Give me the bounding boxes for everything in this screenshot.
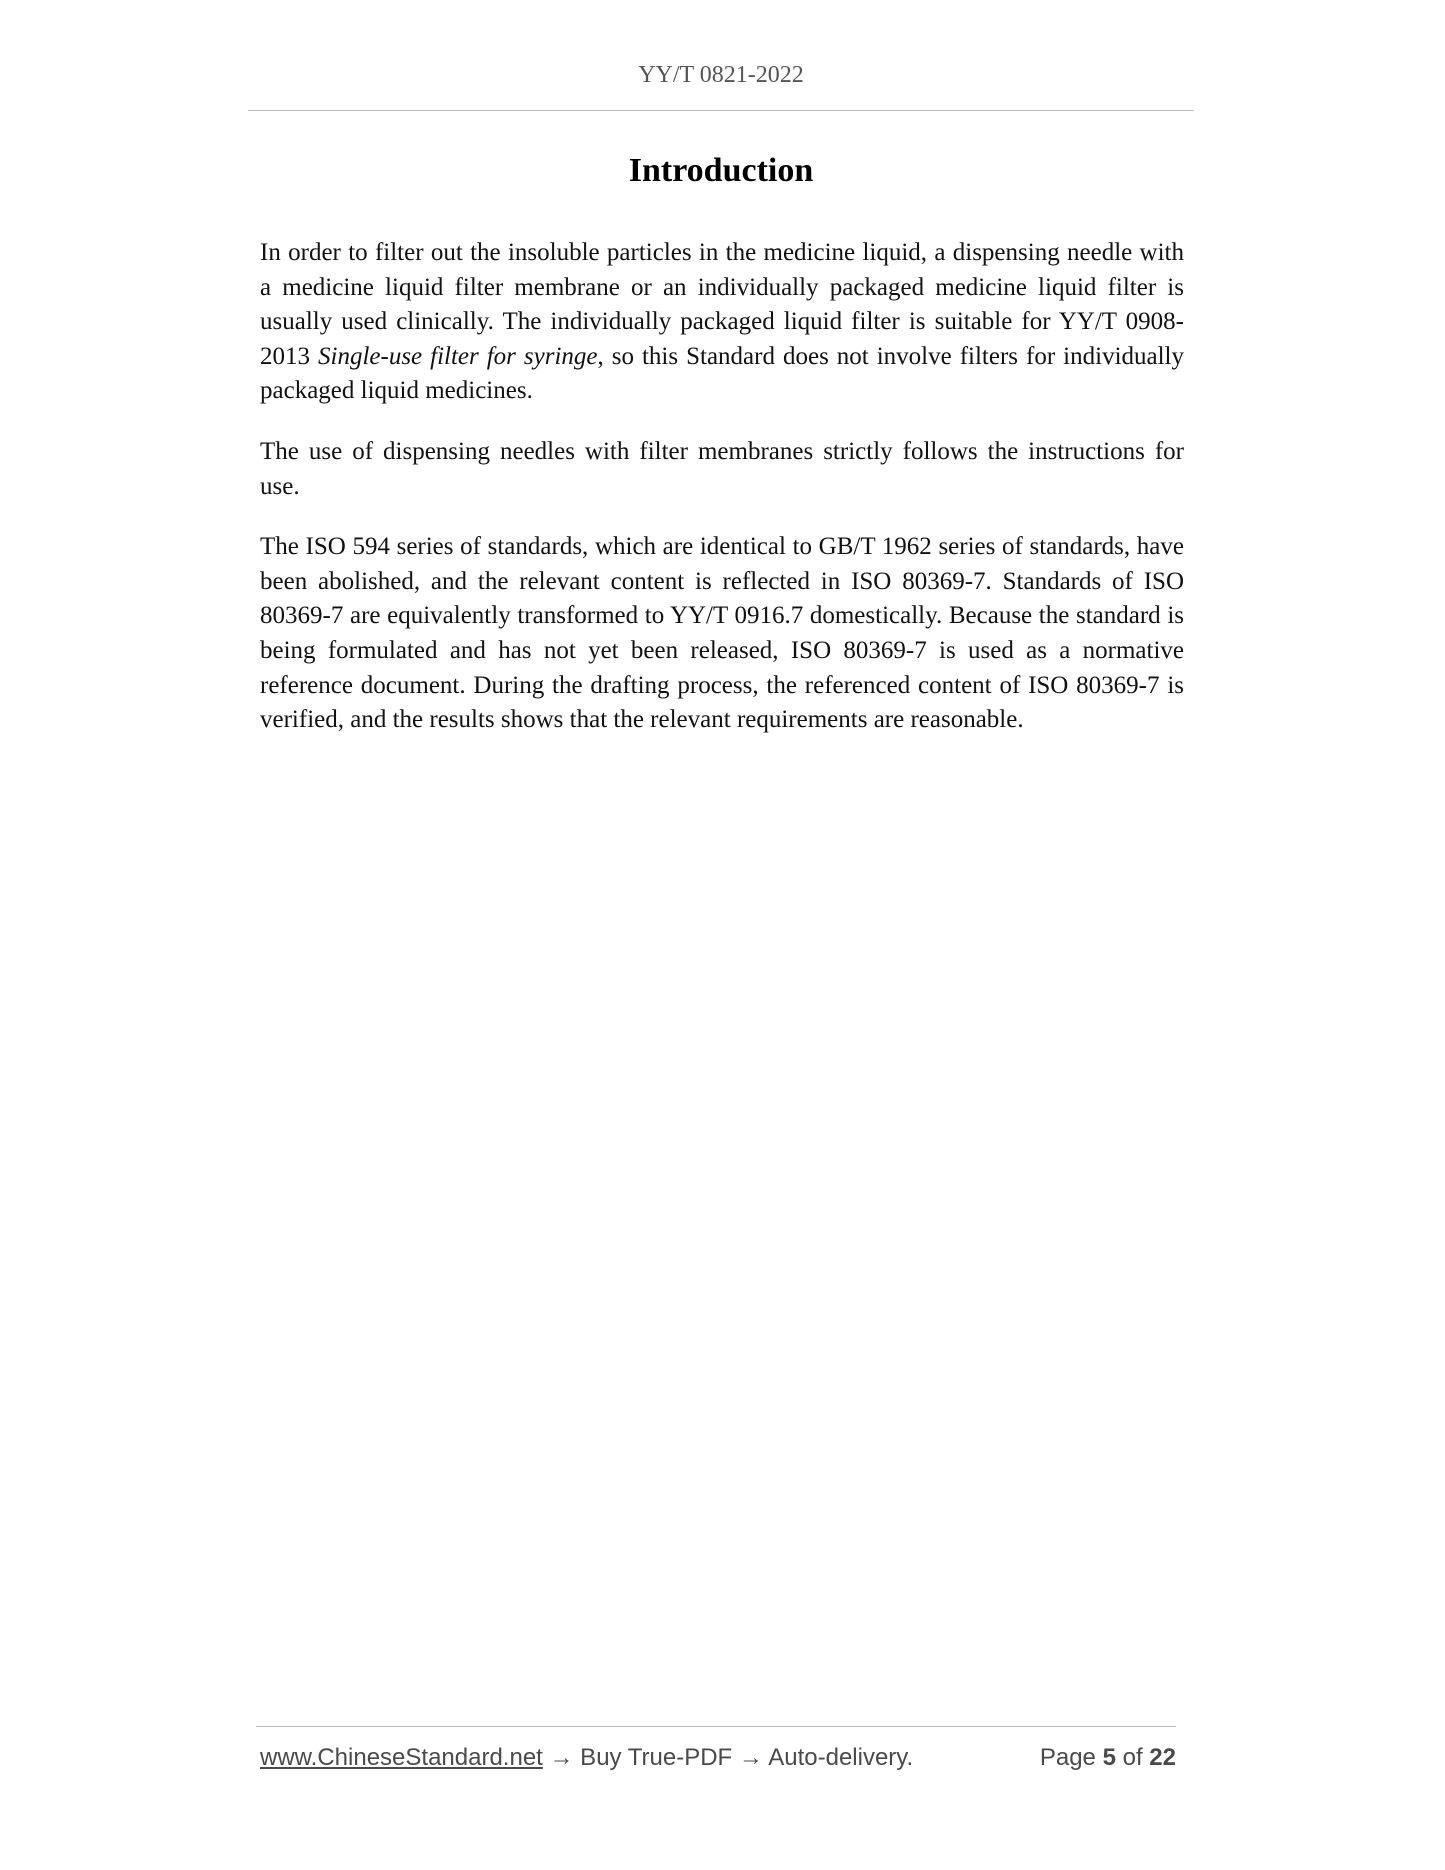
- page-indicator: [1040, 1744, 1176, 1772]
- paragraph-1-text-end: , so this Standard does not involve filters for individually packaged liquid medicines.: [260, 342, 1184, 405]
- page-of-label: of: [1122, 1744, 1143, 1771]
- paragraph-2: The use of dispensing needles with filter membranes strictly follows the instructions for use.: [260, 437, 1184, 500]
- total-page-count: 22: [1149, 1744, 1176, 1771]
- page-header: [248, 62, 1194, 89]
- section-title: Introduction: [628, 152, 814, 189]
- current-page-number: 5: [1102, 1744, 1116, 1771]
- header-divider: [248, 110, 1194, 111]
- site-link[interactable]: www.ChineseStandard.net: [260, 1744, 543, 1771]
- footer-promo: [260, 1744, 913, 1772]
- footer-divider: [256, 1726, 1176, 1727]
- paragraph-3: The ISO 594 series of standards, which are identical to GB/T 1962 series of standards, have been abolished, and the relevant content is reflected in ISO 80369-7. Standards of ISO 80369-7 are equivalently transformed to YY/T 0916.7 domestically. Because the standard is being formulated and has not yet been released, ISO 80369-7 is used as a normative reference document. During the drafting process, the referenced content of ISO 80369-7 is verified, and the results shows that the relevant requirements are reasonable.: [260, 533, 1184, 734]
- paragraph-1: [260, 236, 1184, 409]
- document-id: YY/T 0821-2022: [638, 62, 804, 88]
- promo-text: → Buy True-PDF → Auto-delivery.: [542, 1744, 914, 1771]
- page-label: Page: [1039, 1744, 1096, 1771]
- section-body: [260, 236, 1184, 764]
- paragraph-1-text-start: In order to filter out the insoluble particles in the medicine liquid, a dispensing needle with a medicine liquid filter membrane or an individually packaged medicine liquid filter is usually used clinically. The individually packaged liquid filter is suitable for YY/T 0908-2013: [260, 239, 1184, 370]
- cited-standard-title: Single-use filter for syringe: [318, 342, 598, 370]
